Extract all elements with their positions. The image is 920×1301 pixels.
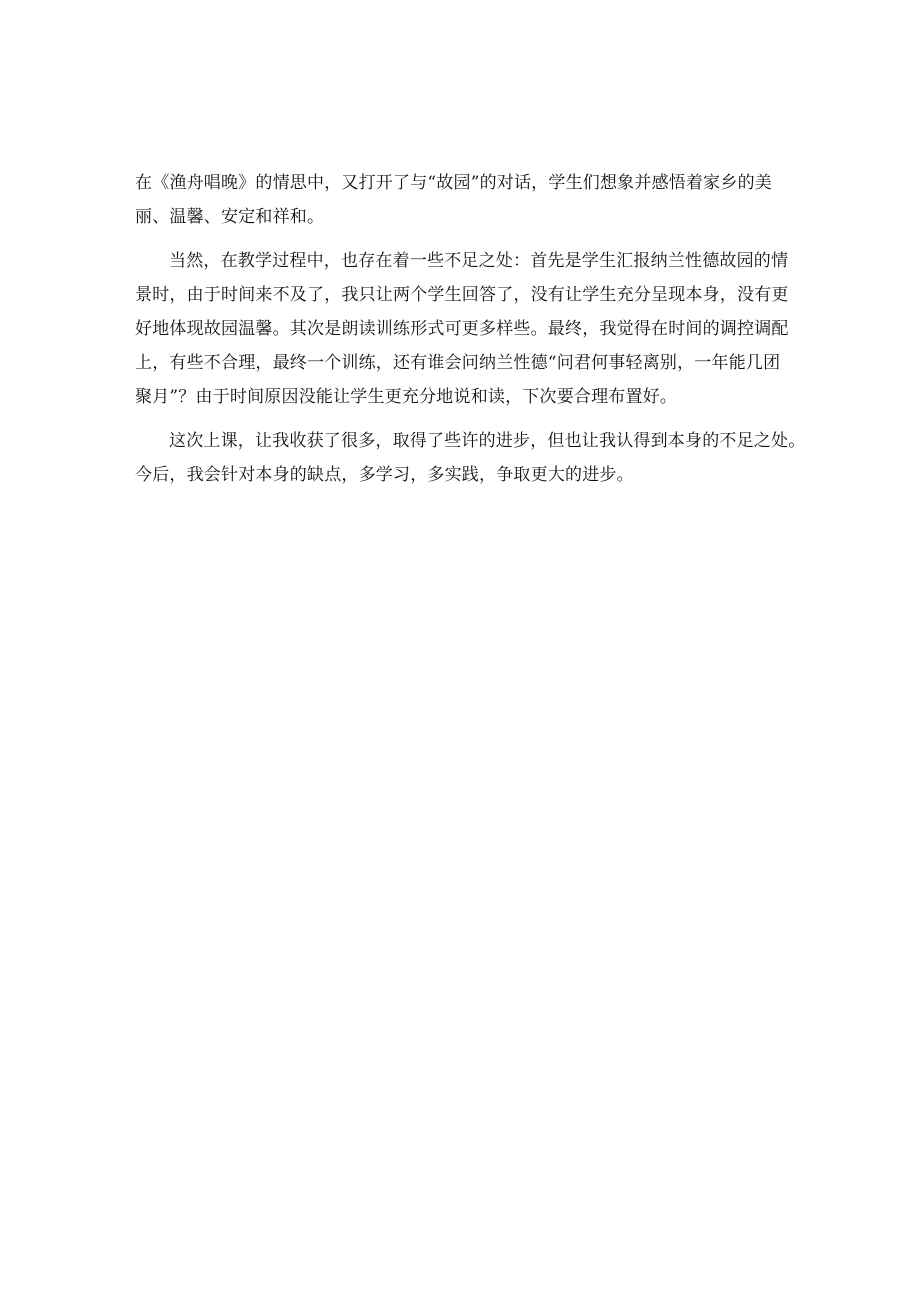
text-line: 上，有些不合理，最终一个训练，还有谁会问纳兰性德“问君何事轻离别，一年能几团: [135, 353, 781, 373]
text-line: 景时，由于时间来不及了，我只让两个学生回答了，没有让学生充分呈现本身，没有更: [135, 285, 789, 305]
paragraph-1: [135, 166, 795, 234]
paragraph-3: [135, 424, 806, 492]
text-line: 这次上课，让我收获了很多，取得了些许的进步，但也让我认得到本身的不足之处。: [169, 431, 806, 451]
paragraph-2: [135, 244, 795, 414]
body-text: [135, 166, 806, 492]
text-line: 今后，我会针对本身的缺点，多学习，多实践，争取更大的进步。: [135, 465, 634, 485]
text-line: 在《渔舟唱晚》的情思中，又打开了与“故园”的对话，学生们想象并感悟着家乡的美: [135, 173, 772, 193]
text-line: 当然，在教学过程中，也存在着一些不足之处：首先是学生汇报纳兰性德故园的情: [169, 251, 789, 271]
paragraph-spacing: [135, 234, 795, 244]
text-line: 好地体现故园温馨。其次是朗读训练形式可更多样些。最终，我觉得在时间的调控调配: [135, 319, 789, 339]
paragraph-spacing: [135, 414, 795, 424]
text-line: 丽、温馨、安定和祥和。: [135, 207, 325, 227]
text-line: 聚月”？由于时间原因没能让学生更充分地说和读，下次要合理布置好。: [135, 387, 678, 407]
